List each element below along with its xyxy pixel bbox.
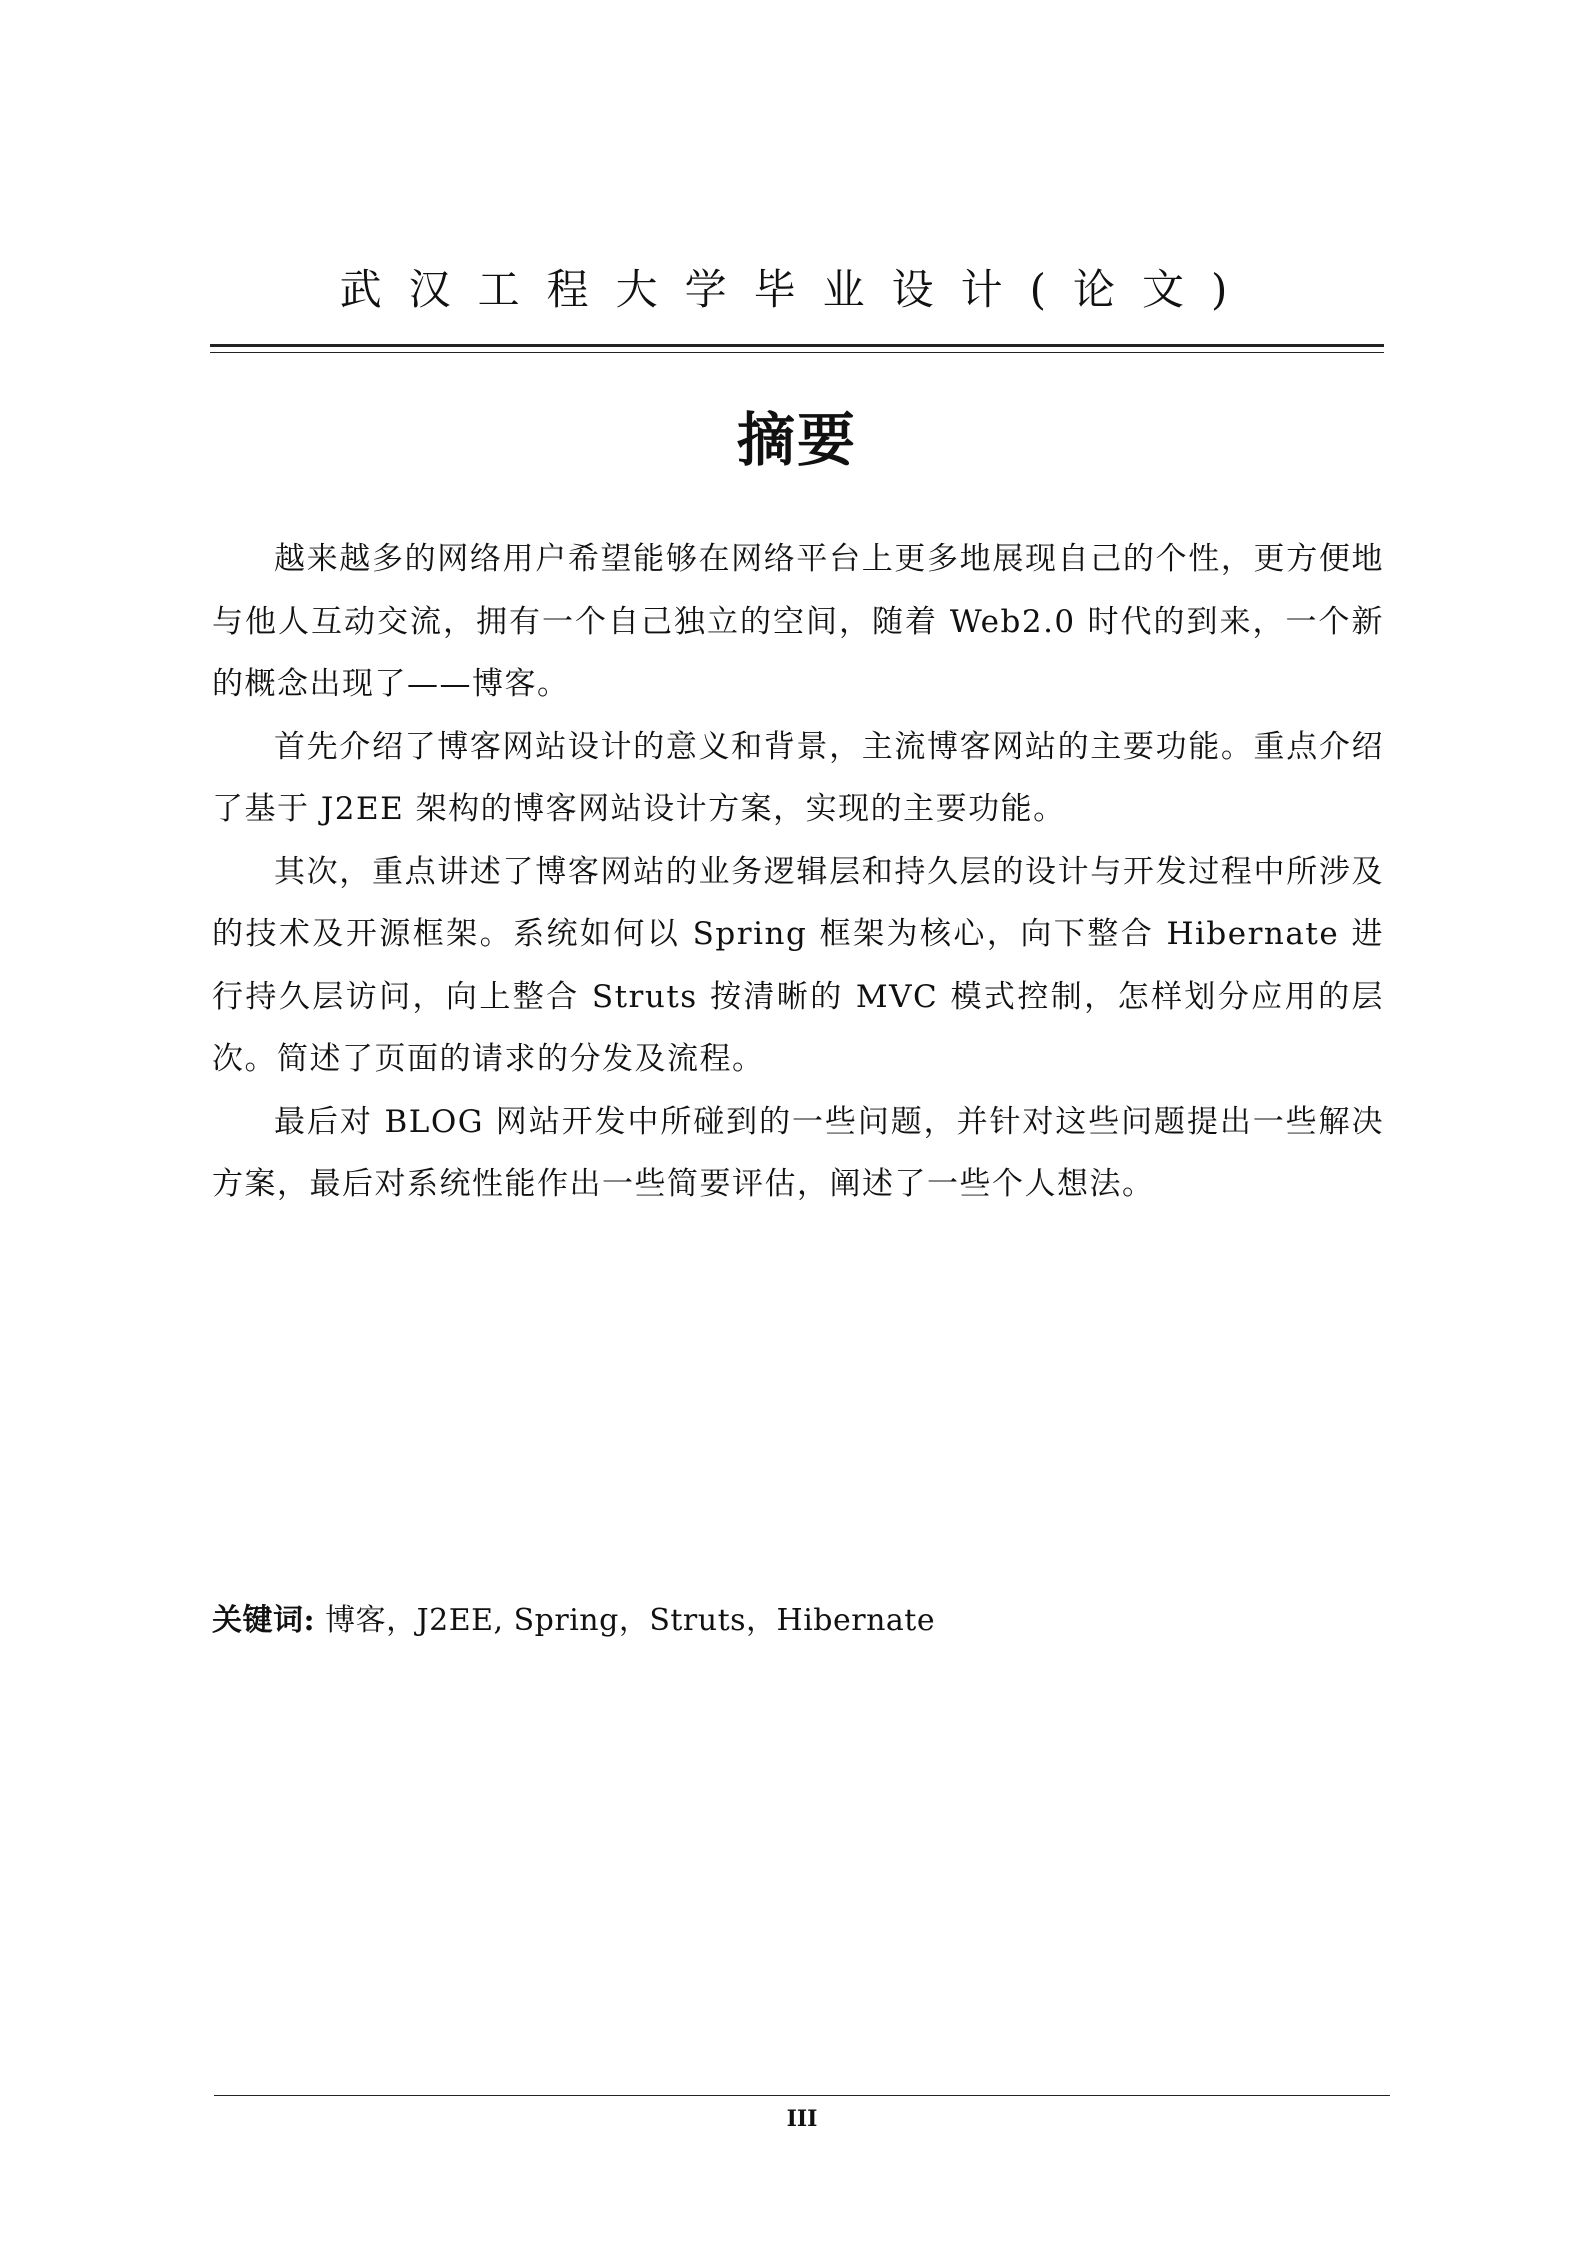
- abstract-paragraph-1: 越来越多的网络用户希望能够在网络平台上更多地展现自己的个性，更方便地与他人互动交流，拥有一个自己独立的空间，随着 Web2.0 时代的到来，一个新的概念出现了——博客。: [212, 541, 1384, 702]
- page-number: III: [786, 2106, 818, 2132]
- thesis-header-title: 武汉工程大学毕业设计(论文): [339, 265, 1255, 314]
- abstract-paragraph-3: 其次，重点讲述了博客网站的业务逻辑层和持久层的设计与开发过程中所涉及的技术及开源框架。系统如何以 Spring 框架为核心，向下整合 Hibernate 进行持久层访问，向上整合 Struts 按清晰的 MVC 模式控制，怎样划分应用的层次。简述了页面的请求的分发及流程。: [212, 853, 1384, 1077]
- keywords-value: 博客，J2EE, Spring，Struts，Hibernate: [315, 1603, 936, 1638]
- abstract-paragraph-2: 首先介绍了博客网站设计的意义和背景，主流博客网站的主要功能。重点介绍了基于 J2EE 架构的博客网站设计方案，实现的主要功能。: [212, 728, 1384, 827]
- abstract-heading: 摘要: [736, 406, 857, 474]
- header-rule-thin: [210, 352, 1384, 353]
- footer-rule: [214, 2095, 1390, 2096]
- abstract-paragraph-4: 最后对 BLOG 网站开发中所碰到的一些问题，并针对这些问题提出一些解决方案，最后对系统性能作出一些简要评估，阐述了一些个人想法。: [212, 1103, 1384, 1202]
- header-rule-thick: [210, 344, 1384, 347]
- abstract-body: [212, 528, 1384, 1216]
- keywords-line: [212, 1595, 935, 1647]
- keywords-label: 关键词:: [212, 1603, 316, 1638]
